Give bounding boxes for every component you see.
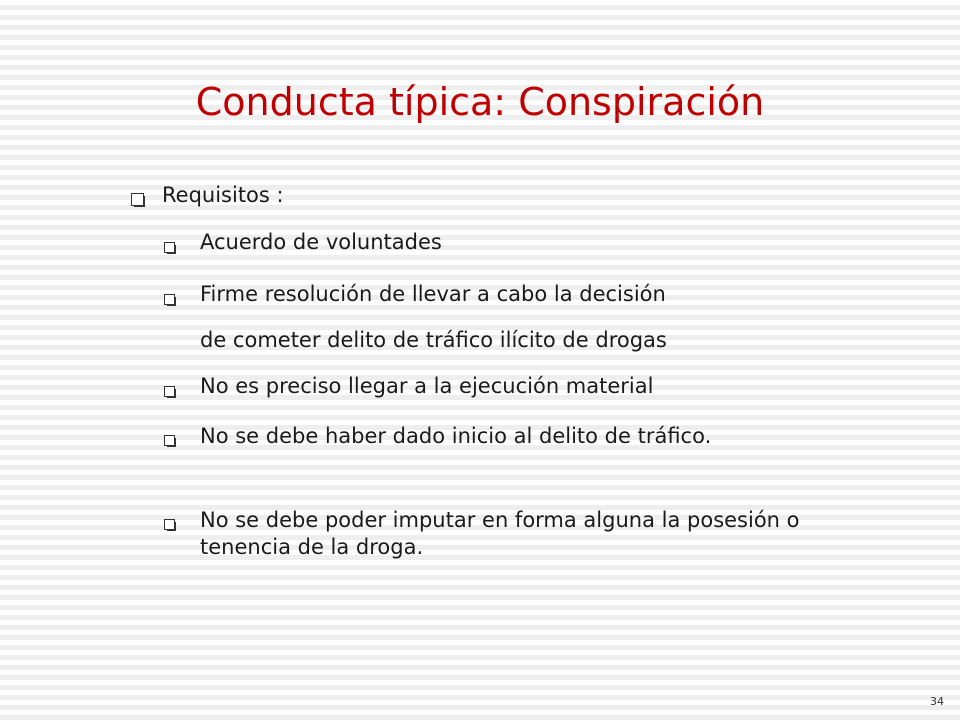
list-item-label: Requisitos : xyxy=(162,183,284,207)
list-item-label: Firme resolución de llevar a cabo la decisión xyxy=(200,282,666,306)
list-item-requisitos xyxy=(130,183,830,213)
list-item xyxy=(164,423,804,483)
checkbox-bullet-icon xyxy=(164,435,175,446)
list-item xyxy=(164,230,804,260)
slide-title: Conducta típica: Conspiración xyxy=(195,80,765,124)
checkbox-bullet-icon xyxy=(164,294,175,305)
checkbox-bullet-icon xyxy=(164,519,175,530)
list-item xyxy=(164,374,804,404)
list-item xyxy=(164,282,804,312)
checkbox-bullet-icon xyxy=(131,193,144,206)
list-item-label: No es preciso llegar a la ejecución material xyxy=(200,374,654,398)
list-item xyxy=(164,507,824,567)
list-item-label: No se debe haber dado inicio al delito de tráfico. xyxy=(200,424,712,448)
list-item-label: de cometer delito de tráfico ilícito de drogas xyxy=(200,328,667,352)
checkbox-bullet-icon xyxy=(164,386,175,397)
checkbox-bullet-icon xyxy=(164,242,175,253)
list-item-continuation xyxy=(164,328,804,358)
list-item-label: Acuerdo de voluntades xyxy=(200,230,442,254)
page-number: 34 xyxy=(930,695,944,708)
list-item-label: No se debe poder imputar en forma alguna la posesión o tenencia de la droga. xyxy=(200,508,800,559)
